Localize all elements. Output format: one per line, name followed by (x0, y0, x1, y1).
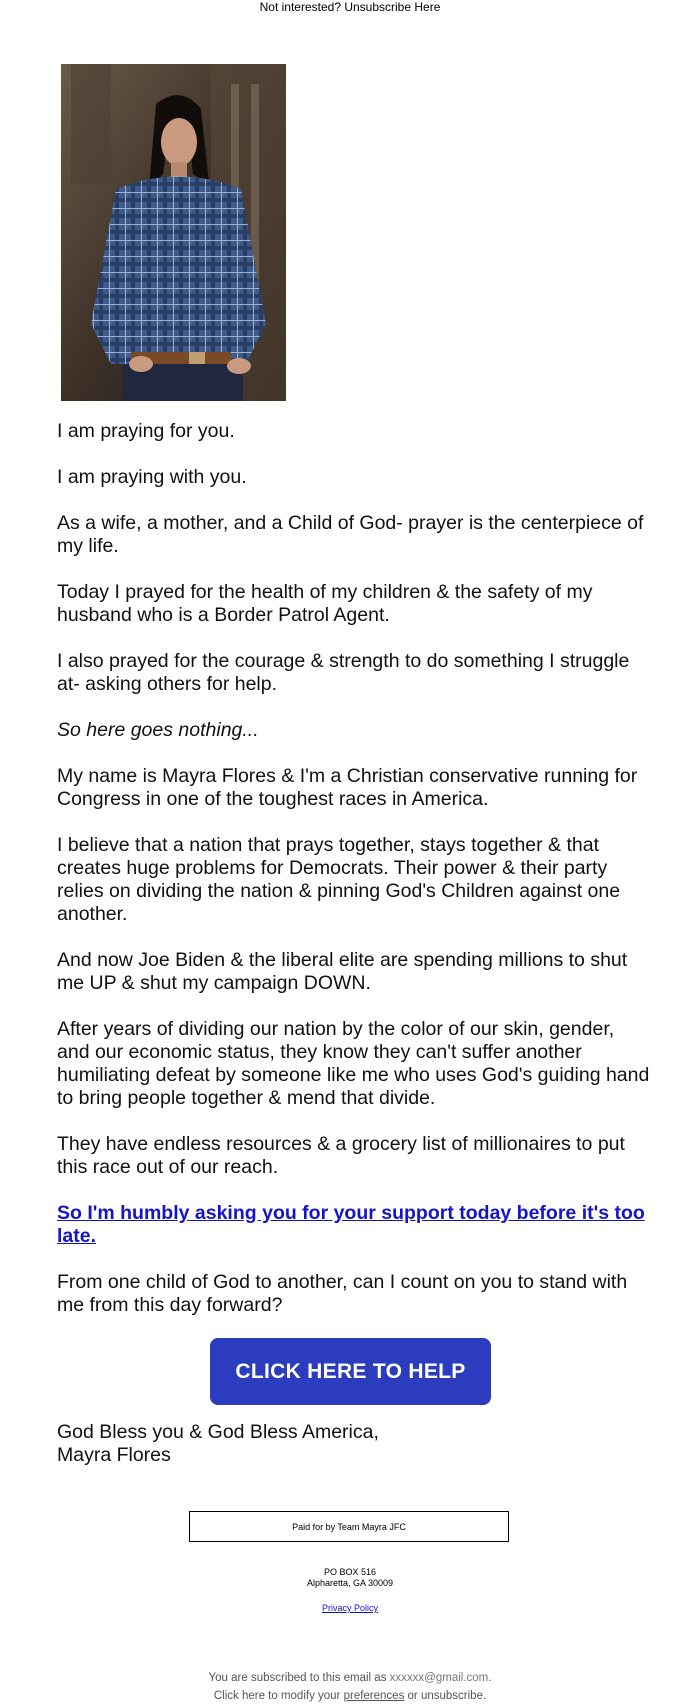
paragraph: I am praying for you. (57, 420, 235, 442)
candidate-photo-image (61, 64, 286, 401)
paragraph: They have endless resources & a grocery list of millionaires to put this race out of our reach. (57, 1133, 625, 1178)
signature-name: Mayra Flores (57, 1444, 171, 1466)
unsubscribe-header (0, 0, 700, 14)
paragraph: After years of dividing our nation by the color of our skin, gender, and our economic status, they know they can't suffer another humiliating defeat by someone like me who uses God's guiding hand to bring people together & mend that divide. (57, 1018, 650, 1109)
modify-line (0, 1687, 700, 1705)
paid-for-text: Paid for by Team Mayra JFC (292, 1521, 406, 1532)
mailing-address (0, 1567, 700, 1589)
help-button[interactable]: CLICK HERE TO HELP (210, 1338, 491, 1405)
paragraph: I also prayed for the courage & strength to do something I struggle at- asking others for help. (57, 650, 630, 695)
address-line: Alpharetta, GA 30009 (306, 1578, 394, 1588)
modify-prefix: Click here to modify your (213, 1690, 341, 1702)
subscriber-email: xxxxxx@gmail.com (389, 1672, 489, 1684)
support-link[interactable]: So I'm humbly asking you for your support today before it's too late. (57, 1202, 645, 1247)
subscribed-prefix: You are subscribed to this email as (208, 1672, 387, 1684)
subscribed-line (0, 1669, 700, 1687)
subscribed-suffix: . (488, 1672, 492, 1684)
paragraph: Today I prayed for the health of my children & the safety of my husband who is a Border Patrol Agent. (57, 581, 593, 626)
paid-for-disclaimer (189, 1511, 509, 1542)
paragraph-italic: So here goes nothing... (57, 719, 259, 741)
unsubscribe-link[interactable]: Not interested? Unsubscribe Here (259, 0, 441, 14)
paragraph: My name is Mayra Flores & I'm a Christian conservative running for Congress in one of the toughest races in America. (57, 765, 638, 810)
privacy-policy-link[interactable]: Privacy Policy (321, 1603, 378, 1613)
modify-suffix: or unsubscribe. (407, 1690, 487, 1702)
privacy-policy (0, 1603, 700, 1613)
signoff (57, 1421, 379, 1467)
paragraph: From one child of God to another, can I count on you to stand with me from this day forward? (57, 1271, 628, 1316)
paragraph: I am praying with you. (57, 466, 247, 488)
address-line: PO BOX 516 (323, 1567, 377, 1577)
preferences-link[interactable]: preferences (343, 1690, 405, 1702)
email-body (57, 420, 652, 1340)
paragraph: As a wife, a mother, and a Child of God- prayer is the centerpiece of my life. (57, 512, 644, 557)
paragraph: I believe that a nation that prays together, stays together & that creates huge problems for Democrats. Their power & their party relies on dividing the nation & pinning God's Children against one another. (57, 834, 621, 925)
subscription-footer (0, 1669, 700, 1705)
paragraph: And now Joe Biden & the liberal elite are spending millions to shut me UP & shut my campaign DOWN. (57, 949, 628, 994)
candidate-photo (61, 64, 286, 401)
signoff-line: God Bless you & God Bless America, (57, 1421, 379, 1443)
ask-paragraph (57, 1202, 652, 1248)
